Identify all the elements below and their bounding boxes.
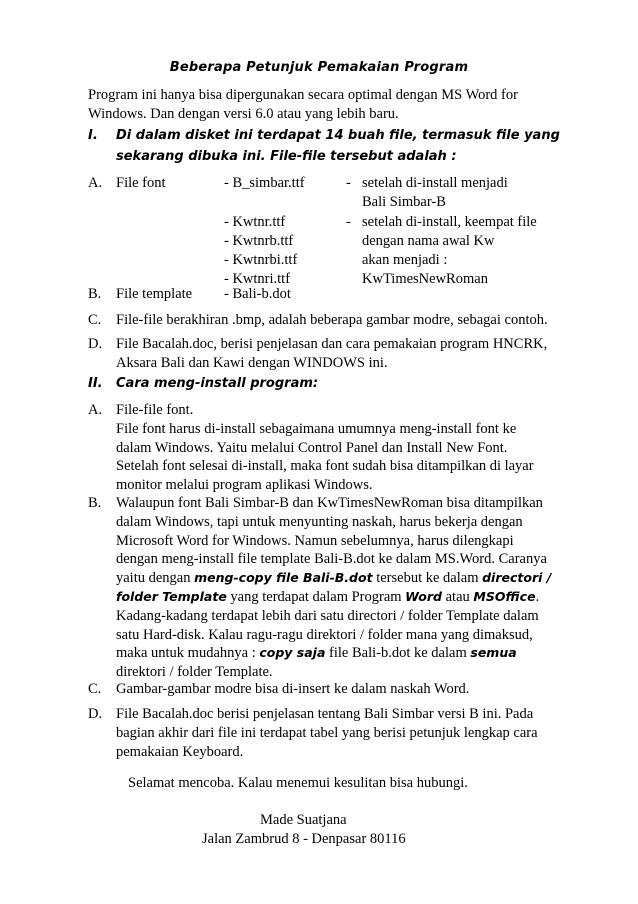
text-run: maka untuk mudahnya : [116, 645, 260, 662]
emphasis-run: MSOffice [473, 588, 536, 604]
s2-b-marker: B. [88, 495, 102, 511]
intro-paragraph [88, 86, 558, 124]
s2-b-line: dalam Windows, tapi untuk menyunting naskah, harus bekerja dengan [116, 513, 523, 530]
note-line: dengan nama awal Kw [362, 233, 495, 249]
signature-address: Jalan Zambrud 8 - Denpasar 80116 [202, 831, 406, 847]
s2-b-line: direktori / folder Template. [116, 664, 273, 681]
section1-line: Di dalam disket ini terdapat 14 buah file, termasuk file yang [116, 128, 560, 143]
s2-d-line: File Bacalah.doc berisi penjelasan tentang Bali Simbar versi B ini. Pada [116, 706, 534, 722]
list-c-marker: C. [88, 312, 102, 328]
s2-a-line: Setelah font selesai di-install, maka font sudah bisa ditampilkan di layar [116, 458, 534, 475]
list-d-marker: D. [88, 336, 103, 352]
section1-marker: I. [88, 128, 98, 143]
s2-c-marker: C. [88, 681, 102, 697]
intro-line: Program ini hanya bisa dipergunakan secara optimal dengan MS Word for [88, 87, 518, 103]
s2-b-line: Kadang-kadang terdapat lebih dari satu directori / folder Template dalam [116, 607, 539, 624]
text-run: tersebut ke dalam [372, 570, 483, 587]
s2-b-line: Walaupun font Bali Simbar-B dan KwTimesNewRoman bisa ditampilkan [116, 495, 543, 511]
signature-name: Made Suatjana [260, 812, 347, 828]
note-line: setelah di-install, keempat file [362, 214, 537, 230]
template-file-name: - Bali-b.dot [224, 286, 291, 302]
list-a-marker: A. [88, 175, 103, 191]
emphasis-run: semua [470, 645, 517, 661]
s2-b-line [116, 588, 576, 607]
list-d-line: Aksara Bali dan Kawi dengan WINDOWS ini. [116, 355, 388, 371]
s2-a-line: File-file font. [116, 402, 194, 418]
emphasis-run: directori / [482, 570, 552, 586]
text-run: yang terdapat dalam Program [226, 588, 406, 605]
s2-b-line [116, 569, 576, 588]
note-line: Bali Simbar-B [362, 194, 446, 210]
list-b-label: File template [116, 286, 193, 302]
s2-d-marker: D. [88, 706, 103, 722]
s2-b-line [116, 644, 576, 663]
font-file-name: - B_simbar.ttf [224, 175, 305, 191]
section1-line: sekarang dibuka ini. File-file tersebut adalah : [116, 149, 457, 164]
font-file-name: - Kwtnri.ttf [224, 271, 291, 287]
list-a-label: File font [116, 175, 166, 191]
section2-marker: II. [88, 376, 103, 391]
font-file-name: - Kwtnr.ttf [224, 214, 286, 230]
s2-a-paragraph [116, 401, 576, 495]
intro-line: Windows. Dan dengan versi 6.0 atau yang lebih baru. [88, 106, 399, 122]
emphasis-run: copy saja [259, 645, 326, 661]
section2-title: Cara meng-install program: [116, 376, 319, 391]
text-run: yaitu dengan [116, 570, 195, 587]
s2-a-line: File font harus di-install sebagaimana umumnya meng-install font ke [116, 420, 517, 437]
s2-d-paragraph [116, 705, 576, 761]
note-dash: - [346, 214, 351, 230]
text-run: . [535, 588, 540, 605]
closing-text: Selamat mencoba. Kalau menemui kesulitan bisa hubungi. [128, 775, 468, 791]
list-b-marker: B. [88, 286, 102, 302]
text-run: file Bali-b.dot ke dalam [325, 645, 471, 662]
note-line: akan menjadi : [362, 252, 448, 268]
font-file-name: - Kwtnrb.ttf [224, 233, 294, 249]
note-line: KwTimesNewRoman [362, 271, 488, 287]
s2-a-marker: A. [88, 402, 103, 418]
list-d-line: File Bacalah.doc, berisi penjelasan dan cara pemakaian program HNCRK, [116, 336, 548, 352]
list-c-text: File-file berakhiran .bmp, adalah beberapa gambar modre, sebagai contoh. [116, 312, 548, 328]
s2-b-line: Microsoft Word for Windows. Namun sebelumnya, harus dilengkapi [116, 532, 514, 549]
emphasis-run: folder Template [116, 588, 227, 604]
s2-c-text: Gambar-gambar modre bisa di-insert ke dalam naskah Word. [116, 681, 470, 697]
note-line: setelah di-install menjadi [362, 175, 508, 191]
emphasis-run: meng-copy file Bali-B.dot [194, 570, 373, 586]
text-run: atau [441, 588, 474, 605]
s2-a-line: dalam Windows. Yaitu melalui Control Panel dan Install New Font. [116, 439, 508, 456]
emphasis-run: Word [405, 588, 442, 604]
s2-d-line: pemakaian Keyboard. [116, 743, 244, 760]
note-dash: - [346, 175, 351, 191]
s2-b-line: satu Hard-disk. Kalau ragu-ragu direktori / folder mana yang dimaksud, [116, 626, 533, 643]
s2-a-line: monitor melalui program aplikasi Windows. [116, 477, 373, 494]
s2-d-line: bagian akhir dari file ini terdapat tabel yang berisi petunjuk lengkap cara [116, 724, 538, 741]
font-file-name: - Kwtnrbi.ttf [224, 252, 298, 268]
document-title: Beberapa Petunjuk Pemakaian Program [169, 60, 469, 75]
s2-b-paragraph [116, 494, 576, 682]
s2-b-line: dengan meng-install file template Bali-B.dot ke dalam MS.Word. Caranya [116, 551, 547, 568]
